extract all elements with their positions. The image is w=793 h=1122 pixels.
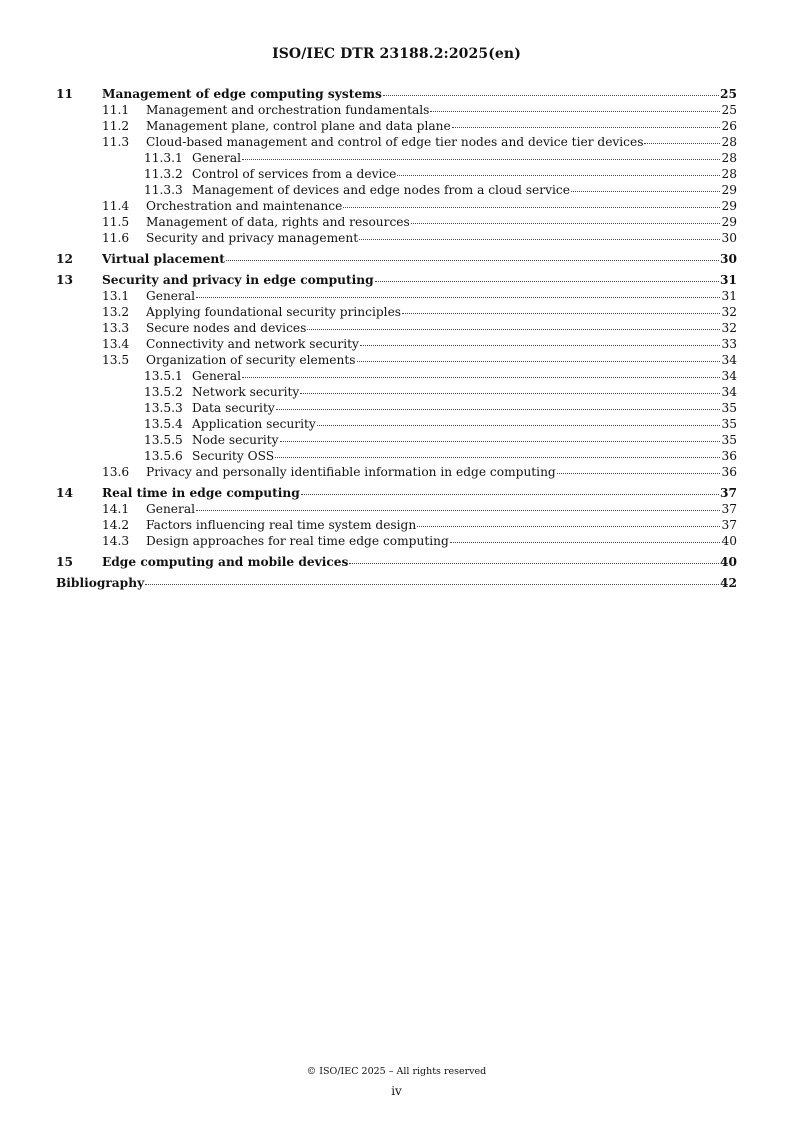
toc-entry-title[interactable]: Connectivity and network security [146, 337, 359, 351]
toc-entry-number: 15 [56, 555, 73, 569]
dot-leader [359, 229, 720, 240]
toc-entry[interactable] [56, 182, 737, 198]
dot-leader [557, 463, 721, 474]
toc-entry[interactable] [56, 102, 737, 118]
dot-leader [357, 351, 721, 362]
dot-leader [349, 553, 719, 564]
toc-entry[interactable] [56, 432, 737, 448]
dot-leader [417, 516, 720, 527]
toc-entry-title[interactable]: General [192, 369, 241, 383]
toc-entry-number: 11.6 [102, 231, 130, 245]
toc-entry-title[interactable]: General [192, 151, 241, 165]
toc-entry-page[interactable]: 29 [721, 215, 737, 229]
toc-entry[interactable] [56, 464, 737, 480]
dot-leader [402, 303, 720, 314]
toc-entry-number: 14.2 [102, 518, 130, 532]
toc-entry-number: 11.3.1 [144, 151, 183, 165]
toc-entry-number: 14 [56, 486, 73, 500]
toc-entry[interactable] [56, 166, 737, 182]
toc-entry-page[interactable]: 29 [721, 183, 737, 197]
toc-entry-page[interactable]: 28 [721, 151, 737, 165]
toc-entry-title[interactable]: General [146, 289, 195, 303]
toc-entry[interactable] [56, 288, 737, 304]
toc-entry[interactable] [56, 533, 737, 549]
toc-entry[interactable] [56, 352, 737, 368]
toc-entry[interactable] [56, 554, 737, 570]
toc-entry-page[interactable]: 25 [720, 87, 737, 101]
dot-leader [242, 149, 720, 160]
dot-leader [397, 165, 720, 176]
toc-entry[interactable] [56, 230, 737, 246]
toc-entry-title[interactable]: Security OSS [192, 449, 275, 463]
dot-leader [196, 287, 720, 298]
toc-entry-title[interactable]: Virtual placement [102, 252, 225, 266]
toc-entry-page[interactable]: 40 [720, 555, 737, 569]
copyright-notice: © ISO/IEC 2025 – All rights reserved [306, 1066, 487, 1077]
toc-entry[interactable] [56, 304, 737, 320]
toc-entry-title[interactable]: Control of services from a device [192, 167, 397, 181]
toc-entry-page[interactable]: 29 [721, 199, 737, 213]
toc-entry-title[interactable]: Node security [192, 433, 279, 447]
dot-leader [571, 181, 721, 192]
toc-entry-title[interactable]: Security and privacy in edge computing [102, 273, 374, 287]
toc-entry-number: 13 [56, 273, 73, 287]
toc-entry-number: 11.3 [102, 135, 130, 149]
toc-entry-number: 12 [56, 252, 73, 266]
toc-entry-page[interactable]: 40 [721, 534, 737, 548]
toc-entry-number: 13.3 [102, 321, 130, 335]
dot-leader [242, 367, 720, 378]
toc-entry[interactable] [56, 368, 737, 384]
toc-entry-title[interactable]: Applying foundational security principles [146, 305, 402, 319]
toc-entry[interactable] [56, 272, 737, 288]
toc-entry-page[interactable]: 36 [721, 465, 737, 479]
toc-entry[interactable] [56, 150, 737, 166]
toc-entry-number: 13.5 [102, 353, 130, 367]
toc-entry-page[interactable]: 34 [721, 353, 737, 367]
toc-entry-page[interactable]: 31 [721, 289, 737, 303]
toc-entry[interactable] [56, 134, 737, 150]
dot-leader [226, 250, 719, 261]
toc-entry[interactable] [56, 416, 737, 432]
toc-entry-page[interactable]: 26 [721, 119, 737, 133]
toc-entry[interactable] [56, 517, 737, 533]
toc-entry-number: 11.1 [102, 103, 130, 117]
toc-entry-number: 11.3.3 [144, 183, 183, 197]
toc-entry-title[interactable]: Design approaches for real time edge computing [146, 534, 449, 548]
dot-leader [300, 383, 720, 394]
toc-entry-page[interactable]: 30 [721, 231, 737, 245]
toc-entry-title[interactable]: Edge computing and mobile devices [102, 555, 349, 569]
toc-entry[interactable] [56, 501, 737, 517]
toc-entry-number: 13.2 [102, 305, 130, 319]
toc-entry-page[interactable]: 25 [721, 103, 737, 117]
toc-entry-title[interactable]: Network security [192, 385, 300, 399]
toc-entry[interactable] [56, 118, 737, 134]
toc-entry-title[interactable]: Management of data, rights and resources [146, 215, 410, 229]
dot-leader [360, 335, 721, 346]
toc-entry-title[interactable]: Organization of security elements [146, 353, 356, 367]
toc-entry-number: 13.5.6 [144, 449, 183, 463]
dot-leader [383, 85, 719, 96]
toc-entry-page[interactable]: 32 [721, 305, 737, 319]
toc-entry-number: 11 [56, 87, 73, 101]
dot-leader [430, 101, 720, 112]
toc-entry-title[interactable]: Cloud-based management and control of edge tier nodes and device tier devices [146, 135, 644, 149]
toc-entry[interactable] [56, 198, 737, 214]
toc-entry-number: 13.5.2 [144, 385, 183, 399]
toc-entry-title[interactable]: Application security [192, 417, 316, 431]
toc-entry-page[interactable]: 28 [721, 135, 737, 149]
dot-leader [301, 484, 719, 495]
toc-entry-page[interactable]: 35 [721, 433, 737, 447]
toc-entry-page[interactable]: 28 [721, 167, 737, 181]
toc-entry-page[interactable]: 33 [721, 337, 737, 351]
dot-leader [452, 117, 721, 128]
dot-leader [450, 532, 721, 543]
toc-entry-title[interactable]: Factors influencing real time system design [146, 518, 417, 532]
toc-entry-number: 13.4 [102, 337, 130, 351]
table-of-contents [56, 86, 737, 591]
toc-entry-number: 11.5 [102, 215, 130, 229]
document-header-title: ISO/IEC DTR 23188.2:2025(en) [272, 46, 521, 62]
toc-entry-number: 11.2 [102, 119, 130, 133]
toc-entry[interactable] [56, 485, 737, 501]
dot-leader [275, 447, 720, 458]
toc-entry[interactable] [56, 86, 737, 102]
toc-entry-title[interactable]: Management of edge computing systems [102, 87, 382, 101]
toc-entry-title[interactable]: General [146, 502, 195, 516]
toc-entry-page[interactable]: 37 [721, 502, 737, 516]
toc-entry-number: 11.3.2 [144, 167, 183, 181]
toc-entry-page[interactable]: 30 [720, 252, 737, 266]
toc-entry-number: 11.4 [102, 199, 130, 213]
toc-entry-page[interactable]: 35 [721, 401, 737, 415]
toc-entry-title[interactable]: Management plane, control plane and data plane [146, 119, 451, 133]
toc-entry-title[interactable]: Secure nodes and devices [146, 321, 307, 335]
dot-leader [276, 399, 721, 410]
toc-entry-title[interactable]: Orchestration and maintenance [146, 199, 343, 213]
toc-entry[interactable] [56, 336, 737, 352]
toc-entry-title[interactable]: Management and orchestration fundamentals [146, 103, 430, 117]
dot-leader [317, 415, 721, 426]
toc-entry-page[interactable]: 42 [720, 576, 737, 590]
page-number: iv [391, 1084, 402, 1098]
toc-entry-page[interactable]: 31 [720, 273, 737, 287]
toc-entry[interactable] [56, 384, 737, 400]
toc-entry[interactable] [56, 320, 737, 336]
toc-entry-number: 13.5.3 [144, 401, 183, 415]
toc-entry-page[interactable]: 32 [721, 321, 737, 335]
toc-entry-number: 13.5.4 [144, 417, 183, 431]
toc-entry[interactable] [56, 448, 737, 464]
toc-entry-title[interactable]: Management of devices and edge nodes from a cloud service [192, 183, 570, 197]
toc-entry[interactable] [56, 214, 737, 230]
toc-entry-title[interactable]: Data security [192, 401, 275, 415]
toc-entry-title[interactable]: Security and privacy management [146, 231, 359, 245]
dot-leader [145, 574, 719, 585]
dot-leader [644, 133, 720, 144]
dot-leader [411, 213, 721, 224]
toc-entry-page[interactable]: 37 [721, 518, 737, 532]
dot-leader [375, 271, 719, 282]
dot-leader [307, 319, 720, 330]
toc-entry-title[interactable]: Bibliography [56, 576, 145, 590]
toc-entry[interactable] [56, 251, 737, 267]
toc-entry-page[interactable]: 37 [720, 486, 737, 500]
dot-leader [343, 197, 720, 208]
toc-entry-number: 13.6 [102, 465, 130, 479]
toc-entry-page[interactable]: 34 [721, 385, 737, 399]
toc-entry[interactable] [56, 400, 737, 416]
toc-entry-bibliography[interactable] [56, 575, 737, 591]
toc-entry-page[interactable]: 36 [721, 449, 737, 463]
toc-entry-title[interactable]: Real time in edge computing [102, 486, 300, 500]
dot-leader [196, 500, 720, 511]
toc-entry-number: 13.5.5 [144, 433, 183, 447]
toc-entry-number: 13.1 [102, 289, 130, 303]
toc-entry-page[interactable]: 35 [721, 417, 737, 431]
toc-entry-number: 13.5.1 [144, 369, 183, 383]
dot-leader [280, 431, 721, 442]
toc-entry-number: 14.1 [102, 502, 130, 516]
toc-entry-page[interactable]: 34 [721, 369, 737, 383]
toc-entry-title[interactable]: Privacy and personally identifiable information in edge computing [146, 465, 556, 479]
toc-entry-number: 14.3 [102, 534, 130, 548]
